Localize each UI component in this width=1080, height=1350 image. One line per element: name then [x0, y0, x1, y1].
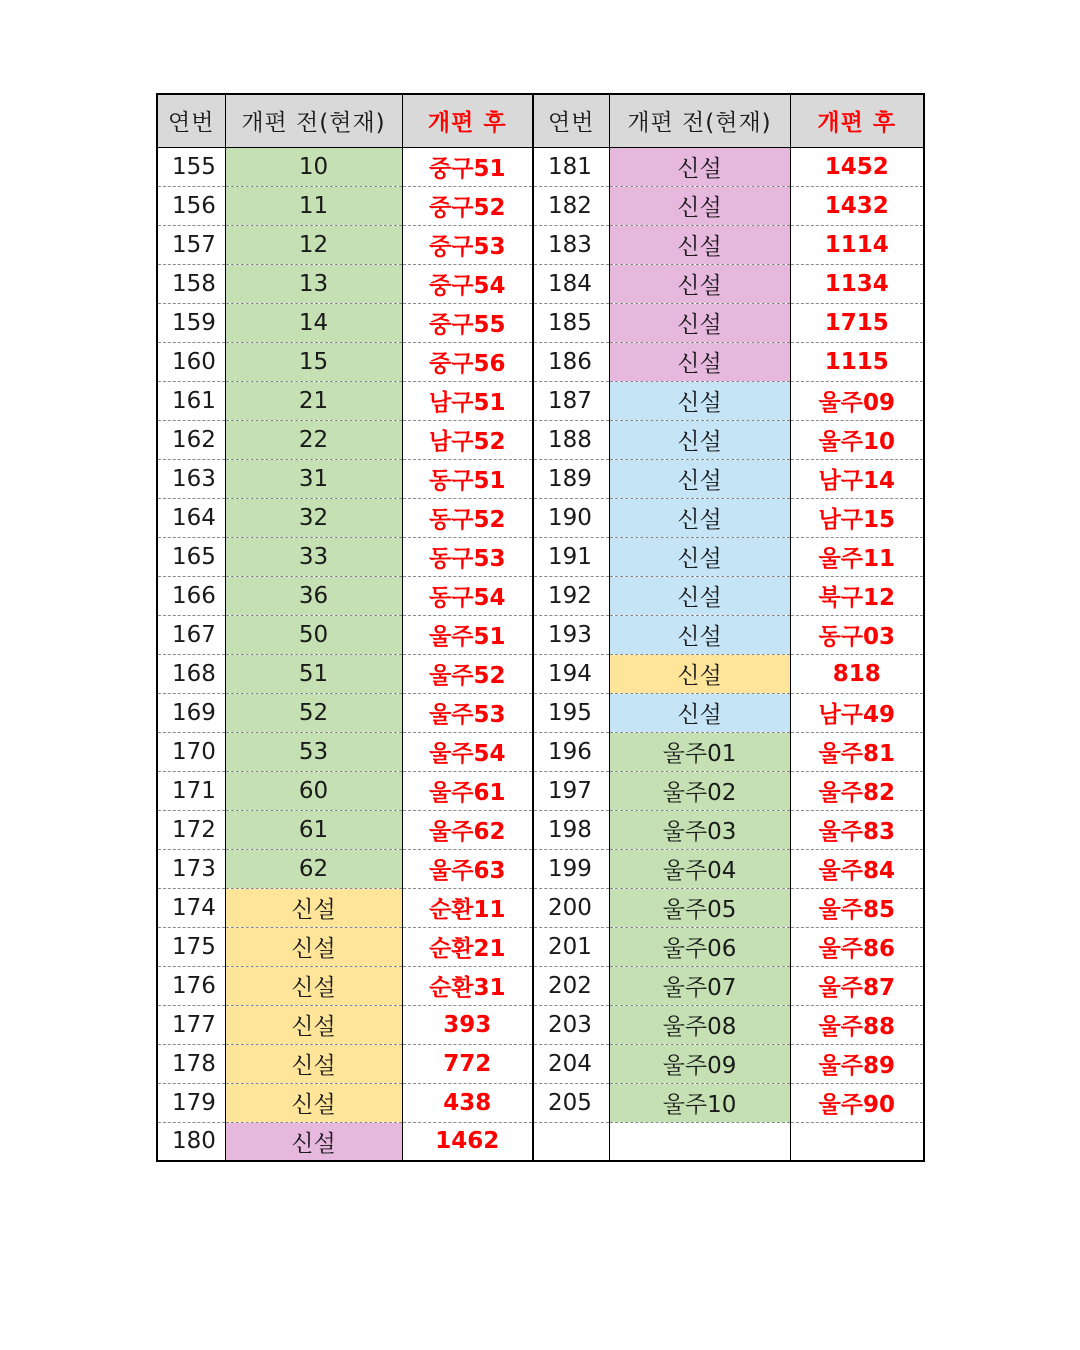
left-before-cell: 신설: [225, 1005, 402, 1044]
left-before-cell: 22: [225, 420, 402, 459]
right-before-cell: 신설: [609, 342, 790, 381]
right-before-cell: 신설: [609, 576, 790, 615]
right-serial-cell: 200: [533, 888, 609, 927]
right-after-cell: 818: [790, 654, 924, 693]
right-before-cell: 신설: [609, 459, 790, 498]
left-serial-cell: 178: [157, 1044, 225, 1083]
left-serial-cell: 177: [157, 1005, 225, 1044]
left-serial-cell: 174: [157, 888, 225, 927]
left-before-cell: 신설: [225, 888, 402, 927]
left-serial-cell: 180: [157, 1122, 225, 1161]
left-serial-cell: 158: [157, 264, 225, 303]
right-serial-cell: 190: [533, 498, 609, 537]
right-serial-cell: 185: [533, 303, 609, 342]
right-before-cell: [609, 1122, 790, 1161]
left-serial-cell: 157: [157, 225, 225, 264]
table-row: [157, 147, 924, 186]
left-before-cell: 32: [225, 498, 402, 537]
right-after-cell: 울주11: [790, 537, 924, 576]
right-serial-cell: 181: [533, 147, 609, 186]
left-after-cell: 동구53: [402, 537, 533, 576]
right-after-cell: 울주82: [790, 771, 924, 810]
left-after-cell: 울주51: [402, 615, 533, 654]
left-serial-cell: 161: [157, 381, 225, 420]
table-row: [157, 264, 924, 303]
left-serial-cell: 167: [157, 615, 225, 654]
left-before-cell: 15: [225, 342, 402, 381]
left-before-cell: 51: [225, 654, 402, 693]
right-after-cell: 울주89: [790, 1044, 924, 1083]
right-before-cell: 울주01: [609, 732, 790, 771]
table-row: [157, 849, 924, 888]
left-after-cell: 울주52: [402, 654, 533, 693]
right-serial-cell: [533, 1122, 609, 1161]
right-serial-cell: 187: [533, 381, 609, 420]
right-serial-cell: 183: [533, 225, 609, 264]
left-after-cell: 중구54: [402, 264, 533, 303]
right-serial-cell: 204: [533, 1044, 609, 1083]
table-row: [157, 1083, 924, 1122]
table-row: [157, 1005, 924, 1044]
left-after-cell: 중구51: [402, 147, 533, 186]
right-after-cell: 울주09: [790, 381, 924, 420]
header-after-right: 개편 후: [790, 94, 924, 147]
left-after-cell: 1462: [402, 1122, 533, 1161]
table-row: [157, 927, 924, 966]
left-serial-cell: 164: [157, 498, 225, 537]
right-after-cell: 1715: [790, 303, 924, 342]
right-serial-cell: 186: [533, 342, 609, 381]
left-after-cell: 중구53: [402, 225, 533, 264]
left-before-cell: 50: [225, 615, 402, 654]
left-serial-cell: 155: [157, 147, 225, 186]
right-serial-cell: 197: [533, 771, 609, 810]
right-before-cell: 신설: [609, 537, 790, 576]
left-serial-cell: 159: [157, 303, 225, 342]
left-after-cell: 울주61: [402, 771, 533, 810]
right-serial-cell: 203: [533, 1005, 609, 1044]
table-row: [157, 186, 924, 225]
table-row: [157, 1122, 924, 1161]
right-before-cell: 울주02: [609, 771, 790, 810]
right-before-cell: 신설: [609, 264, 790, 303]
right-before-cell: 울주05: [609, 888, 790, 927]
header-before-right: 개편 전(현재): [609, 94, 790, 147]
right-after-cell: 동구03: [790, 615, 924, 654]
right-after-cell: 울주10: [790, 420, 924, 459]
right-after-cell: 울주85: [790, 888, 924, 927]
right-serial-cell: 189: [533, 459, 609, 498]
left-after-cell: 순환21: [402, 927, 533, 966]
left-before-cell: 신설: [225, 1083, 402, 1122]
left-after-cell: 중구56: [402, 342, 533, 381]
right-after-cell: 1432: [790, 186, 924, 225]
right-serial-cell: 202: [533, 966, 609, 1005]
left-before-cell: 14: [225, 303, 402, 342]
header-serial-right: 연번: [533, 94, 609, 147]
left-serial-cell: 162: [157, 420, 225, 459]
right-serial-cell: 192: [533, 576, 609, 615]
left-before-cell: 31: [225, 459, 402, 498]
left-before-cell: 신설: [225, 966, 402, 1005]
right-before-cell: 신설: [609, 303, 790, 342]
table-row: [157, 576, 924, 615]
left-before-cell: 62: [225, 849, 402, 888]
right-serial-cell: 195: [533, 693, 609, 732]
left-serial-cell: 168: [157, 654, 225, 693]
table-row: [157, 810, 924, 849]
header-serial-left: 연번: [157, 94, 225, 147]
table-row: [157, 459, 924, 498]
left-before-cell: 신설: [225, 1044, 402, 1083]
left-before-cell: 신설: [225, 927, 402, 966]
right-after-cell: 울주83: [790, 810, 924, 849]
right-after-cell: 울주86: [790, 927, 924, 966]
right-before-cell: 신설: [609, 654, 790, 693]
right-serial-cell: 199: [533, 849, 609, 888]
left-after-cell: 남구52: [402, 420, 533, 459]
table-row: [157, 771, 924, 810]
left-before-cell: 52: [225, 693, 402, 732]
left-before-cell: 33: [225, 537, 402, 576]
right-serial-cell: 188: [533, 420, 609, 459]
left-serial-cell: 163: [157, 459, 225, 498]
left-after-cell: 순환31: [402, 966, 533, 1005]
right-serial-cell: 191: [533, 537, 609, 576]
left-before-cell: 60: [225, 771, 402, 810]
left-after-cell: 중구52: [402, 186, 533, 225]
right-after-cell: 1115: [790, 342, 924, 381]
left-after-cell: 동구51: [402, 459, 533, 498]
right-before-cell: 울주08: [609, 1005, 790, 1044]
left-serial-cell: 171: [157, 771, 225, 810]
left-serial-cell: 169: [157, 693, 225, 732]
right-after-cell: 1114: [790, 225, 924, 264]
right-serial-cell: 193: [533, 615, 609, 654]
left-serial-cell: 166: [157, 576, 225, 615]
left-after-cell: 동구52: [402, 498, 533, 537]
right-serial-cell: 194: [533, 654, 609, 693]
left-after-cell: 울주54: [402, 732, 533, 771]
table-row: [157, 888, 924, 927]
right-before-cell: 신설: [609, 498, 790, 537]
right-after-cell: [790, 1122, 924, 1161]
left-before-cell: 13: [225, 264, 402, 303]
table-body: [157, 147, 924, 1161]
left-before-cell: 11: [225, 186, 402, 225]
left-after-cell: 772: [402, 1044, 533, 1083]
left-serial-cell: 170: [157, 732, 225, 771]
table-row: [157, 342, 924, 381]
right-after-cell: 1134: [790, 264, 924, 303]
left-after-cell: 393: [402, 1005, 533, 1044]
right-after-cell: 울주87: [790, 966, 924, 1005]
left-before-cell: 61: [225, 810, 402, 849]
right-before-cell: 울주09: [609, 1044, 790, 1083]
right-serial-cell: 196: [533, 732, 609, 771]
header-before-left: 개편 전(현재): [225, 94, 402, 147]
left-after-cell: 438: [402, 1083, 533, 1122]
left-before-cell: 53: [225, 732, 402, 771]
right-before-cell: 신설: [609, 693, 790, 732]
left-after-cell: 동구54: [402, 576, 533, 615]
right-after-cell: 울주88: [790, 1005, 924, 1044]
right-after-cell: 남구14: [790, 459, 924, 498]
right-after-cell: 북구12: [790, 576, 924, 615]
left-serial-cell: 172: [157, 810, 225, 849]
left-after-cell: 울주62: [402, 810, 533, 849]
right-before-cell: 신설: [609, 186, 790, 225]
right-serial-cell: 201: [533, 927, 609, 966]
right-serial-cell: 182: [533, 186, 609, 225]
right-before-cell: 울주04: [609, 849, 790, 888]
table-row: [157, 615, 924, 654]
right-after-cell: 남구49: [790, 693, 924, 732]
left-serial-cell: 160: [157, 342, 225, 381]
right-before-cell: 신설: [609, 381, 790, 420]
table-row: [157, 537, 924, 576]
right-after-cell: 1452: [790, 147, 924, 186]
left-after-cell: 순환11: [402, 888, 533, 927]
right-before-cell: 신설: [609, 615, 790, 654]
left-serial-cell: 175: [157, 927, 225, 966]
table-row: [157, 420, 924, 459]
right-after-cell: 울주81: [790, 732, 924, 771]
table-row: [157, 966, 924, 1005]
table-row: [157, 1044, 924, 1083]
left-after-cell: 남구51: [402, 381, 533, 420]
right-after-cell: 울주90: [790, 1083, 924, 1122]
table-header-row: [157, 94, 924, 147]
table-row: [157, 303, 924, 342]
table-row: [157, 225, 924, 264]
left-before-cell: 21: [225, 381, 402, 420]
right-before-cell: 울주07: [609, 966, 790, 1005]
left-serial-cell: 179: [157, 1083, 225, 1122]
right-after-cell: 남구15: [790, 498, 924, 537]
table-row: [157, 381, 924, 420]
left-before-cell: 36: [225, 576, 402, 615]
right-serial-cell: 198: [533, 810, 609, 849]
left-after-cell: 울주53: [402, 693, 533, 732]
header-after-left: 개편 후: [402, 94, 533, 147]
left-serial-cell: 156: [157, 186, 225, 225]
right-serial-cell: 205: [533, 1083, 609, 1122]
right-before-cell: 신설: [609, 147, 790, 186]
right-before-cell: 울주10: [609, 1083, 790, 1122]
left-serial-cell: 165: [157, 537, 225, 576]
right-before-cell: 신설: [609, 225, 790, 264]
table-row: [157, 732, 924, 771]
right-before-cell: 울주06: [609, 927, 790, 966]
left-before-cell: 신설: [225, 1122, 402, 1161]
left-serial-cell: 173: [157, 849, 225, 888]
table-row: [157, 693, 924, 732]
right-before-cell: 울주03: [609, 810, 790, 849]
right-before-cell: 신설: [609, 420, 790, 459]
right-serial-cell: 184: [533, 264, 609, 303]
right-after-cell: 울주84: [790, 849, 924, 888]
left-before-cell: 12: [225, 225, 402, 264]
table-row: [157, 654, 924, 693]
left-after-cell: 울주63: [402, 849, 533, 888]
table-row: [157, 498, 924, 537]
left-before-cell: 10: [225, 147, 402, 186]
route-reorganization-table: [156, 93, 925, 1162]
left-after-cell: 중구55: [402, 303, 533, 342]
left-serial-cell: 176: [157, 966, 225, 1005]
